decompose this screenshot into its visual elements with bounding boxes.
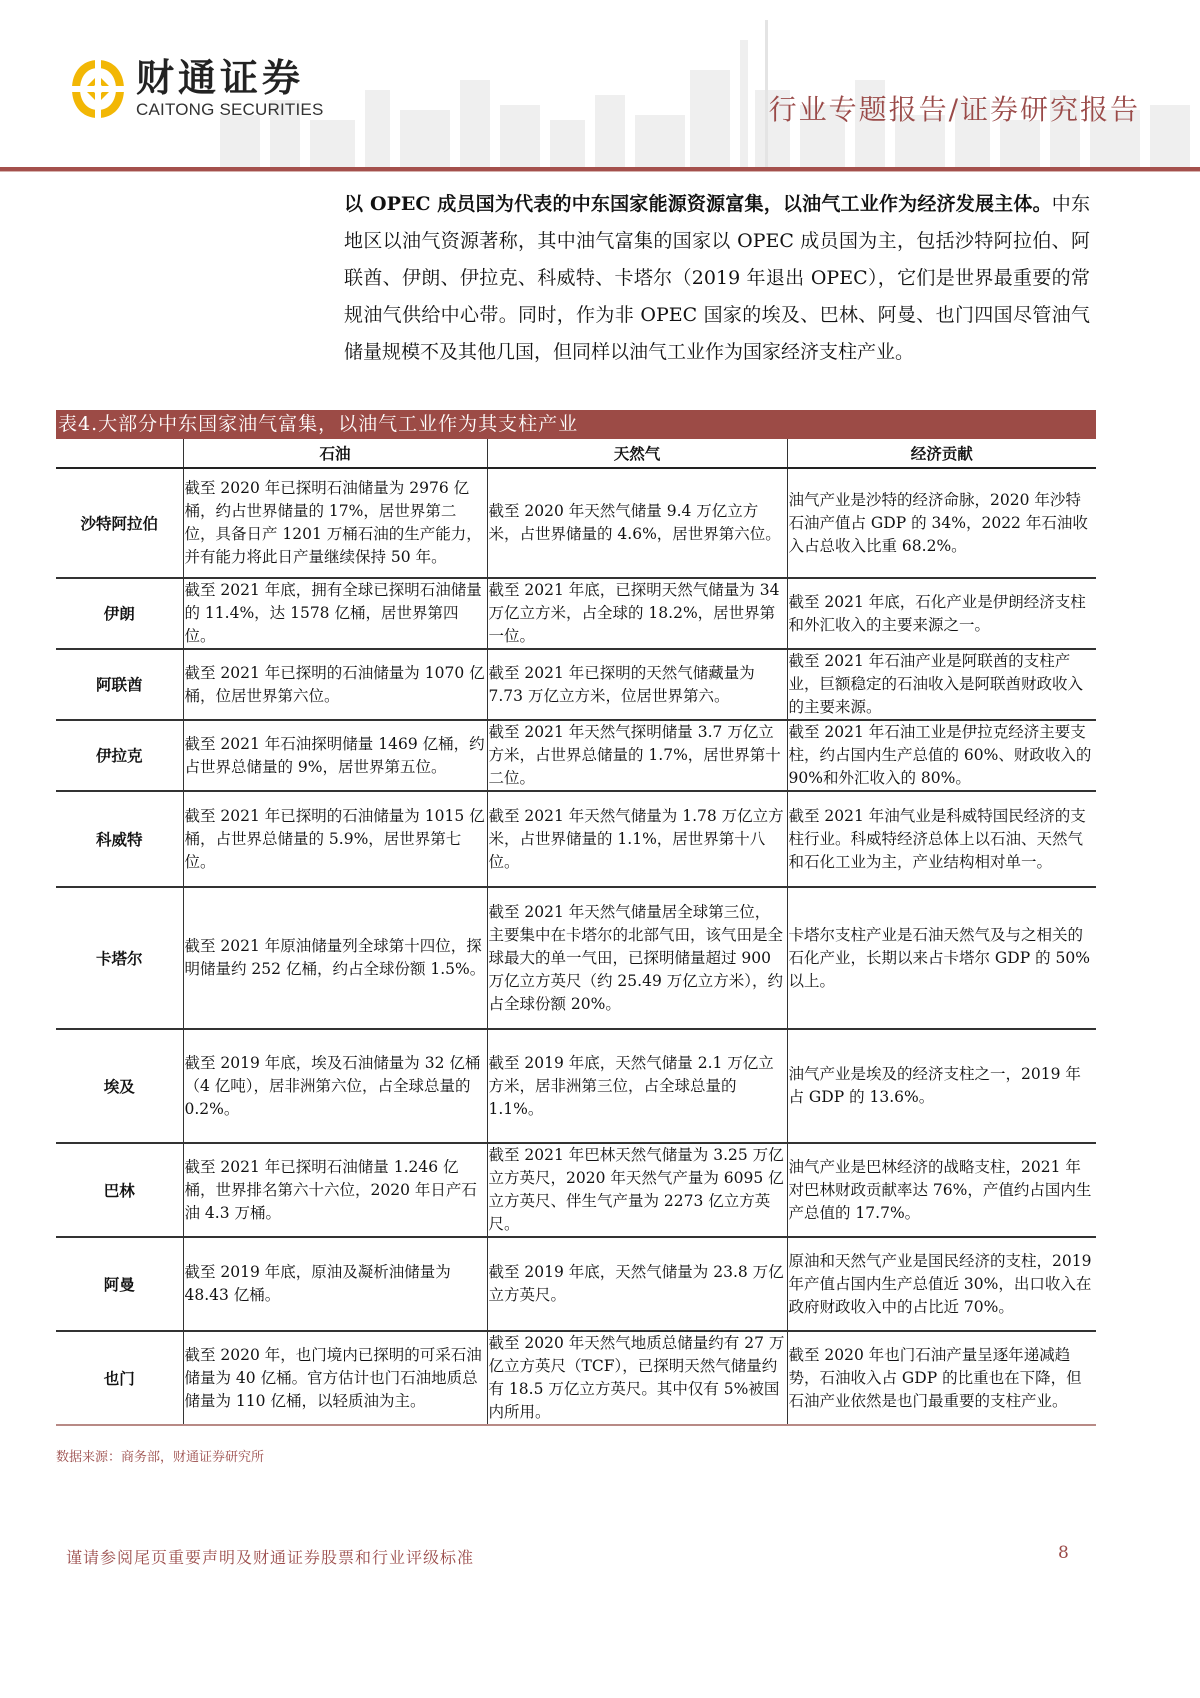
oil-gas-table xyxy=(56,439,1096,1426)
row-gas-cell: 截至 2021 年天然气储量为 1.78 万亿立方米，占世界储量的 1.1%，居世界第十八位。 xyxy=(487,791,787,887)
row-country-cell: 伊朗 xyxy=(56,578,183,649)
logo-english-name: CAITONG SECURITIES xyxy=(136,100,324,119)
intro-body: 中东地区以油气资源著称，其中油气富集的国家以 OPEC 成员国为主，包括沙特阿拉伯、阿联酋、伊朗、伊拉克、科威特、卡塔尔（2019 年退出 OPEC），它们是世界最重要的常规油气供给中心带。同时，作为非 OPEC 国家的埃及、巴林、阿曼、也门四国尽管油气储量规模不及其他几国，但同样以油气工业作为国家经济支柱产业。 xyxy=(344,193,1090,363)
table-title: 表4.大部分中东国家油气富集，以油气工业作为其支柱产业 xyxy=(56,410,1096,439)
row-oil-cell: 截至 2019 年底，原油及凝析油储量为 48.43 亿桶。 xyxy=(183,1237,487,1331)
column-header-economy: 经济贡献 xyxy=(787,439,1096,468)
row-economy-cell: 原油和天然气产业是国民经济的支柱，2019 年产值占国内生产总值近 30%，出口收入在政府财政收入中的占比近 70%。 xyxy=(787,1237,1096,1331)
row-country-cell: 阿曼 xyxy=(56,1237,183,1331)
row-economy-cell: 截至 2021 年石油产业是阿联酋的支柱产业，巨额稳定的石油收入是阿联酋财政收入的主要来源。 xyxy=(787,649,1096,720)
row-country-cell: 阿联酋 xyxy=(56,649,183,720)
row-oil-cell: 截至 2021 年已探明的石油储量为 1015 亿桶，占世界总储量的 5.9%，居世界第七位。 xyxy=(183,791,487,887)
row-gas-cell: 截至 2021 年天然气储量居全球第三位，主要集中在卡塔尔的北部气田，该气田是全球最大的单一气田，已探明储量超过 900 万亿立方英尺（约 25.49 万亿立方米），约占全球份额 20%。 xyxy=(487,887,787,1029)
table-row xyxy=(56,1331,1096,1425)
table-row xyxy=(56,649,1096,720)
row-economy-cell: 截至 2021 年油气业是科威特国民经济的支柱行业。科威特经济总体上以石油、天然气和石化工业为主，产业结构相对单一。 xyxy=(787,791,1096,887)
row-oil-cell: 截至 2021 年原油储量列全球第十四位，探明储量约 252 亿桶，约占全球份额 1.5%。 xyxy=(183,887,487,1029)
data-source: 数据来源：商务部，财通证券研究所 xyxy=(56,1450,265,1465)
row-oil-cell: 截至 2019 年底，埃及石油储量为 32 亿桶（4 亿吨），居非洲第六位，占全球总量的 0.2%。 xyxy=(183,1029,487,1143)
disclaimer-note: 谨请参阅尾页重要声明及财通证券股票和行业评级标准 xyxy=(66,1548,475,1567)
row-gas-cell: 截至 2020 年天然气地质总储量约有 27 万亿立方英尺（TCF），已探明天然气储量约有 18.5 万亿立方英尺。其中仅有 5%被国内所用。 xyxy=(487,1331,787,1425)
row-country-cell: 巴林 xyxy=(56,1143,183,1237)
table-row xyxy=(56,468,1096,578)
table-row xyxy=(56,578,1096,649)
row-oil-cell: 截至 2020 年已探明石油储量为 2976 亿桶，约占世界储量的 17%，居世界第二位，具备日产 1201 万桶石油的生产能力，并有能力将此日产量继续保持 50 年。 xyxy=(183,468,487,578)
row-oil-cell: 截至 2020 年，也门境内已探明的可采石油储量为 40 亿桶。官方估计也门石油地质总储量为 110 亿桶，以轻质油为主。 xyxy=(183,1331,487,1425)
column-header-country xyxy=(56,439,183,468)
logo-chinese-name: 财通证券 xyxy=(136,56,305,100)
row-country-cell: 卡塔尔 xyxy=(56,887,183,1029)
page-number: 8 xyxy=(1058,1543,1069,1563)
table-header-row xyxy=(56,439,1096,468)
intro-lead-sentence: 以 OPEC 成员国为代表的中东国家能源资源富集，以油气工业作为经济发展主体。 xyxy=(344,193,1052,215)
header-divider-thin xyxy=(0,171,1200,172)
row-oil-cell: 截至 2021 年已探明石油储量 1.246 亿桶，世界排名第六十六位，2020 年日产石油 4.3 万桶。 xyxy=(183,1143,487,1237)
row-country-cell: 埃及 xyxy=(56,1029,183,1143)
report-type-label: 行业专题报告/证券研究报告 xyxy=(768,93,1140,126)
page-header xyxy=(0,0,1200,172)
row-economy-cell: 卡塔尔支柱产业是石油天然气及与之相关的石化产业，长期以来占卡塔尔 GDP 的 50%以上。 xyxy=(787,887,1096,1029)
row-country-cell: 沙特阿拉伯 xyxy=(56,468,183,578)
row-country-cell: 科威特 xyxy=(56,791,183,887)
company-logo xyxy=(68,58,323,120)
row-country-cell: 也门 xyxy=(56,1331,183,1425)
row-economy-cell: 油气产业是埃及的经济支柱之一，2019 年占 GDP 的 13.6%。 xyxy=(787,1029,1096,1143)
row-gas-cell: 截至 2021 年巴林天然气储量为 3.25 万亿立方英尺，2020 年天然气产量为 6095 亿立方英尺、伴生气产量为 2273 亿立方英尺。 xyxy=(487,1143,787,1237)
table-row xyxy=(56,720,1096,791)
row-oil-cell: 截至 2021 年已探明的石油储量为 1070 亿桶，位居世界第六位。 xyxy=(183,649,487,720)
row-gas-cell: 截至 2021 年底，已探明天然气储量为 34 万亿立方米，占全球的 18.2%，居世界第一位。 xyxy=(487,578,787,649)
table-row xyxy=(56,1143,1096,1237)
intro-paragraph xyxy=(344,186,1090,371)
table-row xyxy=(56,1237,1096,1331)
column-header-oil: 石油 xyxy=(183,439,487,468)
table-row xyxy=(56,791,1096,887)
column-header-gas: 天然气 xyxy=(487,439,787,468)
row-country-cell: 伊拉克 xyxy=(56,720,183,791)
row-economy-cell: 油气产业是巴林经济的战略支柱，2021 年对巴林财政贡献率达 76%，产值约占国内生产总值的 17.7%。 xyxy=(787,1143,1096,1237)
row-oil-cell: 截至 2021 年底，拥有全球已探明石油储量的 11.4%，达 1578 亿桶，居世界第四位。 xyxy=(183,578,487,649)
row-economy-cell: 截至 2020 年也门石油产量呈逐年递减趋势，石油收入占 GDP 的比重也在下降，但石油产业依然是也门最重要的支柱产业。 xyxy=(787,1331,1096,1425)
row-gas-cell: 截至 2020 年天然气储量 9.4 万亿立方米，占世界储量的 4.6%，居世界第六位。 xyxy=(487,468,787,578)
row-economy-cell: 截至 2021 年石油工业是伊拉克经济主要支柱，约占国内生产总值的 60%、财政收入的 90%和外汇收入的 80%。 xyxy=(787,720,1096,791)
row-economy-cell: 油气产业是沙特的经济命脉，2020 年沙特石油产值占 GDP 的 34%，2022 年石油收入占总收入比重 68.2%。 xyxy=(787,468,1096,578)
row-oil-cell: 截至 2021 年石油探明储量 1469 亿桶，约占世界总储量的 9%，居世界第五位。 xyxy=(183,720,487,791)
caitong-logo-icon xyxy=(68,58,128,120)
table-row xyxy=(56,887,1096,1029)
row-gas-cell: 截至 2019 年底，天然气储量 2.1 万亿立方米，居非洲第三位，占全球总量的 1.1%。 xyxy=(487,1029,787,1143)
row-gas-cell: 截至 2021 年已探明的天然气储藏量为 7.73 万亿立方米，位居世界第六。 xyxy=(487,649,787,720)
row-economy-cell: 截至 2021 年底，石化产业是伊朗经济支柱和外汇收入的主要来源之一。 xyxy=(787,578,1096,649)
row-gas-cell: 截至 2021 年天然气探明储量 3.7 万亿立方米，占世界总储量的 1.7%，居世界第十二位。 xyxy=(487,720,787,791)
row-gas-cell: 截至 2019 年底，天然气储量为 23.8 万亿立方英尺。 xyxy=(487,1237,787,1331)
table-row xyxy=(56,1029,1096,1143)
